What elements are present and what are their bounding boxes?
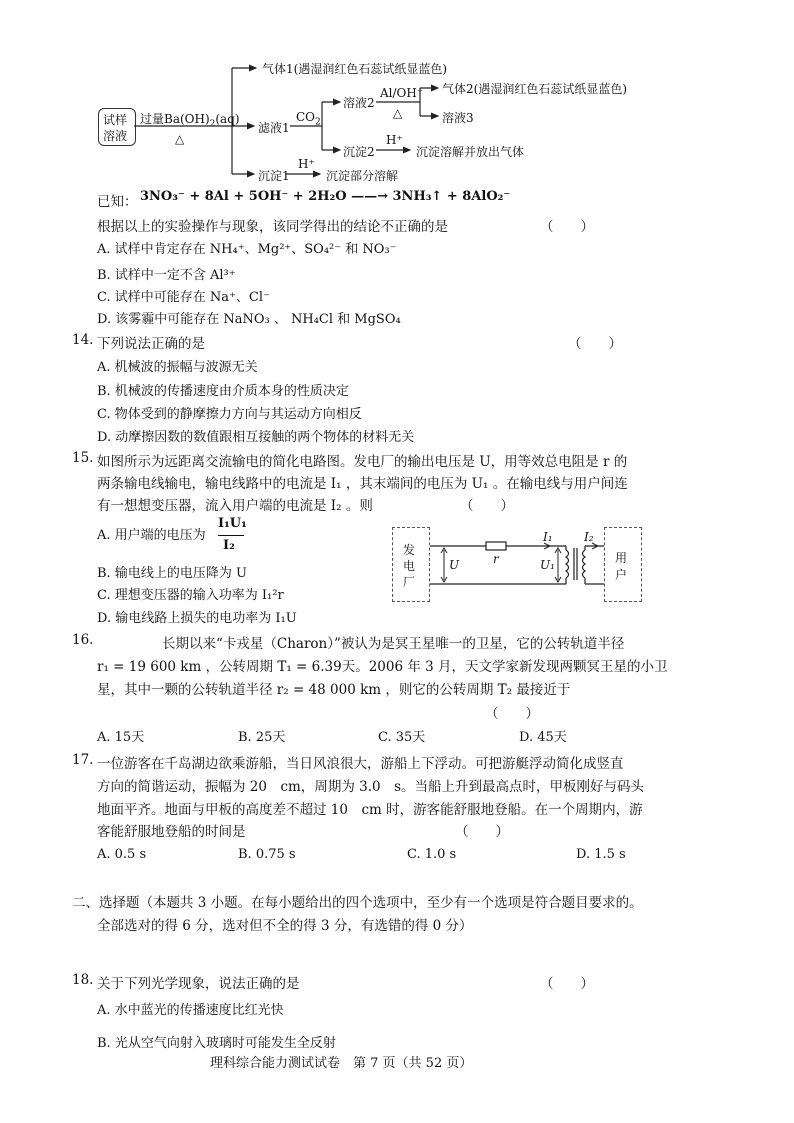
precip-1: 沉淀1: [258, 169, 290, 183]
q17-option-d: D. 1.5 s: [576, 847, 626, 862]
user-label-2: 户: [615, 568, 628, 582]
q16-line-2: r₁ = 19 600 km ，公转周期 T₁ = 6.39天。2006 年 3 月，天文学家新发现两颗冥王星的小卫: [97, 659, 668, 675]
gas-1: 气体1(遇湿润红色石蕊试纸显蓝色): [262, 62, 447, 76]
q16-option-a: A. 15天: [97, 730, 145, 745]
q15-option-a-denominator: I₂: [223, 538, 235, 553]
q17-option-a: A. 0.5 s: [97, 847, 147, 862]
q18-option-a: A. 水中蓝光的传播速度比红光快: [97, 1003, 284, 1018]
sample-label-1: 试样: [103, 113, 128, 127]
power-plant-label-2: 电: [403, 559, 416, 573]
precip-2: 沉淀2: [343, 145, 375, 159]
label-I2: I₂: [584, 530, 594, 544]
q14-option-b: B. 机械波的传播速度由介质本身的性质决定: [97, 384, 349, 399]
power-plant-label-1: 发: [403, 543, 416, 557]
q15-line-1: 如图所示为远距离交流输电的简化电路图。发电厂的输出电压是 U，用等效总电阻是 r 的: [97, 454, 628, 470]
q16-line-3: 星，其中一颗的公转轨道半径 r₂ = 48 000 km ，则它的公转周期 T₂ 最接近于: [97, 682, 571, 698]
q17-line-1: 一位游客在千岛湖边欲乘游船，当日风浪很大，游船上下浮动。可把游艇浮动简化成竖直: [97, 756, 624, 772]
precip-1-result: 沉淀部分溶解: [326, 169, 399, 183]
q17-number: 17.: [72, 752, 94, 768]
q17-option-b: B. 0.75 s: [238, 847, 296, 862]
gas-2: 气体2(遇湿润红色石蕊试纸显蓝色): [442, 82, 627, 96]
heat-symbol: △: [175, 132, 185, 146]
co2-label: $CO_2$: [296, 110, 321, 128]
q18-number: 18.: [72, 972, 94, 988]
q17-paren: （ ）: [455, 824, 509, 840]
q13-option-d: D. 该雾霾中可能存在 NaNO₃ 、 NH₄Cl 和 MgSO₄: [97, 312, 401, 327]
q16-option-c: C. 35天: [378, 730, 426, 745]
q16-number: 16.: [72, 632, 94, 648]
q18-stem: 关于下列光学现象，说法正确的是: [97, 976, 300, 992]
q16-paren: （ ）: [485, 706, 539, 722]
h-plus-2: H⁺: [298, 157, 315, 171]
q14-number: 14.: [72, 332, 94, 348]
q13-paren: （ ）: [540, 219, 594, 235]
q18-paren: （ ）: [540, 976, 594, 992]
q15-option-b: B. 输电线上的电压降为 U: [97, 566, 247, 581]
q15-paren: （ ）: [460, 498, 514, 514]
q16-option-b: B. 25天: [238, 730, 286, 745]
known-label: 已知：: [97, 194, 138, 210]
q15-line-3: 有一想想变压器，流入用户端的电流是 I₂ 。则: [97, 498, 373, 514]
power-plant-label-3: 厂: [403, 575, 416, 589]
al-reagent: Al/OH⁻: [380, 86, 424, 100]
q15-option-a: A. 用户端的电压为: [97, 528, 206, 543]
q14-stem: 下列说法正确的是: [97, 336, 205, 352]
q13-option-a: A. 试样中肯定存在 NH₄⁺、Mg²⁺、SO₄²⁻ 和 NO₃⁻: [97, 242, 397, 257]
sample-label-2: 溶液: [103, 129, 128, 143]
label-I1: I₁: [543, 530, 553, 544]
q14-option-d: D. 动摩擦因数的数值跟相互接触的两个物体的材料无关: [97, 430, 415, 445]
q15-number: 15.: [72, 450, 94, 466]
label-U1: U₁: [540, 558, 555, 572]
filtrate-1: 滤液1: [258, 121, 290, 135]
equation: 3NO₃⁻ + 8Al + 5OH⁻ + 2H₂O ——→ 3NH₃↑ + 8AlO₂⁻: [140, 189, 511, 204]
q13-stem: 根据以上的实验操作与现象，该同学得出的结论不正确的是: [97, 219, 448, 235]
q14-option-a: A. 机械波的振幅与波源无关: [97, 360, 258, 375]
q14-option-c: C. 物体受到的静摩擦力方向与其运动方向相反: [97, 407, 362, 422]
q15-option-a-numerator: I₁U₁: [218, 516, 247, 531]
q13-option-b: B. 试样中一定不含 Al³⁺: [97, 268, 236, 283]
page-footer: 理科综合能力测试试卷 第 7 页（共 52 页）: [210, 1056, 473, 1071]
q17-line-3: 地面平齐。地面与甲板的高度差不超过 10 cm 时，游客能舒服地登船。在一个周期内，游: [97, 802, 643, 818]
label-r: r: [493, 552, 499, 566]
solution-3: 溶液3: [442, 111, 474, 125]
section-2-heading: 二、选择题（本题共 3 小题。在每小题给出的四个选项中，至少有一个选项是符合题目要求的。: [72, 895, 643, 911]
q17-option-c: C. 1.0 s: [407, 847, 457, 862]
q13-option-c: C. 试样中可能存在 Na⁺、Cl⁻: [97, 290, 270, 305]
h-plus: H⁺: [386, 133, 403, 147]
q18-option-b: B. 光从空气向射入玻璃时可能发生全反射: [97, 1036, 336, 1051]
section-2-note: 全部选对的得 6 分，选对但不全的得 3 分，有选错的得 0 分）: [97, 918, 473, 934]
q16-option-d: D. 45天: [519, 730, 567, 745]
user-label-1: 用: [615, 551, 628, 565]
q15-option-c: C. 理想变压器的输入功率为 I₁²r: [97, 588, 284, 603]
q17-line-2: 方向的简谐运动，振幅为 20 cm，周期为 3.0 s。当船上升到最高点时，甲板刚好与码头: [97, 779, 645, 795]
q16-line-1: 长期以来“卡戎星（Charon）”被认为是冥王星唯一的卫星，它的公转轨道半径: [162, 636, 625, 652]
q15-line-2: 两条输电线输电，输电线路中的电流是 I₁ ，其末端间的电压为 U₁ 。在输电线与用户间连: [97, 476, 628, 492]
q14-paren: （ ）: [568, 336, 622, 352]
label-U: U: [449, 558, 460, 572]
heat-symbol-2: △: [393, 106, 403, 120]
precip-2-result: 沉淀溶解并放出气体: [416, 145, 525, 159]
reagent-1: 过量$Ba(OH)_2(aq)$: [140, 112, 240, 130]
q15-option-d: D. 输电线路上损失的电功率为 I₁U: [97, 611, 297, 626]
solution-2: 溶液2: [343, 96, 375, 110]
q17-line-4: 客能舒服地登船的时间是: [97, 824, 246, 840]
